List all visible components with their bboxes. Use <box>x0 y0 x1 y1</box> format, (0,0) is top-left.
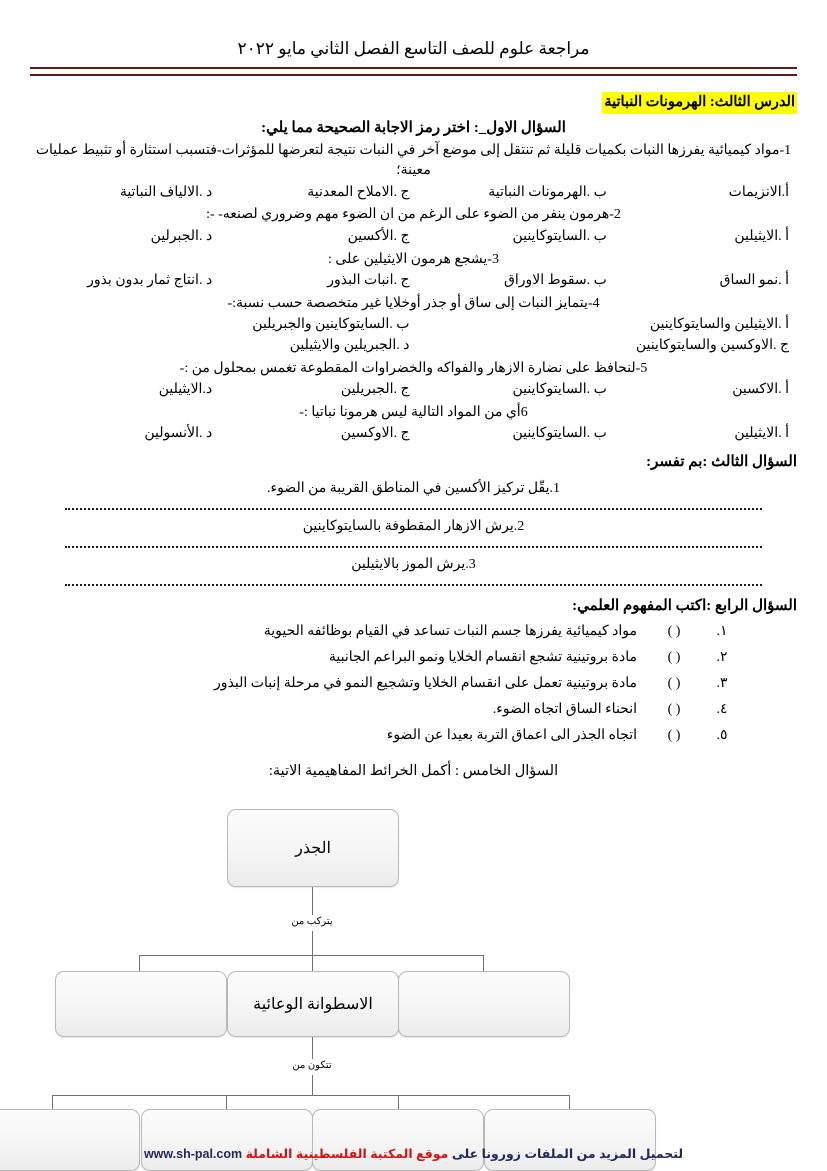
concept-map-level3-node-4[interactable] <box>0 1109 140 1171</box>
concept-map-level3-node-3[interactable] <box>141 1109 313 1171</box>
choice-option[interactable]: أ .نمو الساق <box>719 272 789 288</box>
question-1-item-2-stem: 2-هرمون ينفر من الضوء على الرغم من ان الضوء مهم وضروري لصنعه- -: <box>206 207 621 223</box>
choice-option[interactable]: د.الايثيلين <box>158 382 213 398</box>
question-3-item-2: 2.يرش الازهار المقطوفة بالسايتوكاينين <box>302 519 525 535</box>
row-number: ١. <box>716 624 728 640</box>
question-1-item-6-choices <box>30 425 797 444</box>
concept-definition: انحناء الساق اتجاه الضوء. <box>492 702 637 718</box>
concept-map <box>30 797 797 1097</box>
choice-option[interactable]: د .الجبريلين والايثيلين <box>289 337 410 353</box>
row-number: ٥. <box>716 727 728 743</box>
connector-level2-vertical-lower <box>312 1075 313 1095</box>
choice-option[interactable]: د .الجبرلين <box>150 228 213 244</box>
choice-option[interactable]: ب .السايتوكاينين <box>512 228 607 244</box>
answer-line[interactable] <box>65 508 762 510</box>
connector-level2-drop <box>312 955 313 971</box>
question-1-item-3-choices <box>30 272 797 291</box>
choice-option[interactable]: ب .الهرمونات النباتية <box>488 184 607 200</box>
choice-option[interactable]: ج .الاوكسين والسايتوكاينين <box>635 337 789 353</box>
connector-level2-drop <box>483 955 484 971</box>
worksheet-content <box>30 92 797 1097</box>
concept-map-level3-node-2[interactable] <box>312 1109 484 1171</box>
concept-map-level2-node-1[interactable] <box>398 971 570 1037</box>
footer-banner <box>0 1146 827 1161</box>
header-divider <box>30 67 797 76</box>
choice-option[interactable]: ج .الاوكسين <box>340 426 410 442</box>
concept-map-level2-node-2[interactable]: الاسطوانة الوعائية <box>227 971 399 1037</box>
row-number: ٤. <box>716 702 728 718</box>
choice-option[interactable]: أ .الايثيلين والسايتوكاينين <box>649 317 789 333</box>
question-1-item-4-choices-row-2 <box>30 337 797 356</box>
connector-level3-bus <box>52 1095 570 1096</box>
question-1-item-4-stem: 4-يتمايز النبات إلى ساق أو جذر أوخلايا غير متخصصة حسب نسبة:- <box>227 295 600 311</box>
question-5-heading: السؤال الخامس : أكمل الخرائط المفاهيمية الاتية: <box>268 762 559 779</box>
question-1-item-5-stem: 5-لنحافظ على نضارة الازهار والفواكه والخضراوات المقطوعة تغمس بمحلول من :- <box>179 360 648 376</box>
connector-level3-drop <box>52 1095 53 1109</box>
question-1-item-2-choices <box>30 228 797 247</box>
question-4-list <box>30 623 797 745</box>
choice-option[interactable]: د .الأنسولين <box>144 426 213 442</box>
choice-option[interactable]: أ .الايثيلين <box>734 228 789 244</box>
connector-root-vertical <box>312 887 313 915</box>
choice-option[interactable]: ب .السايتوكاينين والجبريلين <box>252 317 410 333</box>
question-1-item-3-stem: 3-يشجع هرمون الايثيلين على : <box>328 251 499 267</box>
connector-root-vertical-lower <box>312 931 313 955</box>
question-1-item-5-choices <box>30 381 797 400</box>
concept-row <box>30 623 797 642</box>
edge-label-1: يتركب من <box>291 916 333 928</box>
page-title: مراجعة علوم للصف التاسع الفصل الثاني مايو ٢٠٢٢ <box>237 39 590 58</box>
concept-row <box>30 727 797 746</box>
choice-option[interactable]: د .انتاج ثمار بدون بذور <box>87 272 213 288</box>
footer-text-before: لتحميل المزيد من الملفات زورونا على <box>451 1147 684 1161</box>
concept-definition: اتجاه الجذر الى اعماق التربة بعيدا عن الضوء <box>386 727 637 743</box>
concept-definition: مادة بروتينية تعمل على انقسام الخلايا وتشجيع النمو في مرحلة إنبات البذور <box>214 676 637 692</box>
choice-option[interactable]: أ .الايثيلين <box>734 426 789 442</box>
concept-row <box>30 675 797 694</box>
question-1-heading: السؤال الاول_: اختر رمز الاجابة الصحيحة مما يلي: <box>261 119 566 136</box>
connector-level2-drop <box>139 955 140 971</box>
choice-option[interactable]: ب .السايتوكاينين <box>512 426 607 442</box>
question-3-heading: السؤال الثالث :بم تفسر: <box>646 454 797 471</box>
row-number: ٢. <box>716 650 728 666</box>
concept-map-level3-node-1[interactable] <box>484 1109 656 1171</box>
choice-option[interactable]: ج .الأكسين <box>347 228 410 244</box>
lesson-title-highlight: الدرس الثالث: الهرمونات النباتية <box>602 92 797 114</box>
choice-option[interactable]: أ.الانزيمات <box>728 184 789 200</box>
footer-site-name: موقع المكتبة الفلسطينية الشاملة <box>245 1147 449 1161</box>
question-3-item-1: 1.يقّل تركيز الأكسين في المناطق القريبة من الضوء. <box>266 481 560 497</box>
connector-level3-drop <box>569 1095 570 1109</box>
question-1-item-1-choices <box>30 184 797 203</box>
answer-blank[interactable]: ( ) <box>667 650 681 666</box>
answer-line[interactable] <box>65 584 762 586</box>
answer-line[interactable] <box>65 546 762 548</box>
concept-row <box>30 701 797 720</box>
connector-level3-drop <box>398 1095 399 1109</box>
choice-option[interactable]: د .الالياف النباتية <box>119 184 213 200</box>
lesson-title-row <box>30 92 797 114</box>
question-3-item-3: 3.يرش الموز بالايثيلين <box>351 557 476 573</box>
concept-row <box>30 649 797 668</box>
concept-definition: مادة بروتينية تشجع انقسام الخلايا ونمو البراعم الجانبية <box>328 650 637 666</box>
footer-url[interactable]: www.sh-pal.com <box>143 1147 243 1161</box>
row-number: ٣. <box>716 676 728 692</box>
choice-option[interactable]: ج .الجبريلين <box>340 382 410 398</box>
connector-level3-drop <box>226 1095 227 1109</box>
edge-label-2: تتكون من <box>292 1060 332 1072</box>
concept-map-root-node[interactable]: الجذر <box>227 809 399 887</box>
question-1-item-1-stem: 1-مواد كيميائية يفرزها النبات بكميات قليلة ثم تنتقل إلى موضع آخر في النبات نتيجة لتعرضها للمؤثرات-فتسبب استثارة أو تثبيط عمليات معينة؛ <box>35 142 792 179</box>
concept-map-level2-node-3[interactable] <box>55 971 227 1037</box>
question-4-heading: السؤال الرابع :اكتب المفهوم العلمي: <box>572 598 797 615</box>
question-1-item-4-choices-row-1 <box>30 316 797 335</box>
answer-blank[interactable]: ( ) <box>667 676 681 692</box>
choice-option[interactable]: ب .سقوط الاوراق <box>504 272 607 288</box>
choice-option[interactable]: ب .السايتوكاينين <box>512 382 607 398</box>
document-header <box>30 0 797 76</box>
answer-blank[interactable]: ( ) <box>667 624 681 640</box>
answer-blank[interactable]: ( ) <box>667 727 681 743</box>
choice-option[interactable]: ج .انبات البذور <box>327 272 410 288</box>
choice-option[interactable]: ج .الاملاح المعدنية <box>307 184 410 200</box>
concept-definition: مواد كيميائية يفرزها جسم النبات تساعد في القيام بوظائفه الحيوية <box>263 624 637 640</box>
answer-blank[interactable]: ( ) <box>667 702 681 718</box>
connector-level2-vertical <box>312 1037 313 1059</box>
question-1-item-6-stem: 6أي من المواد التالية ليس هرمونا نباتيا :- <box>299 405 528 421</box>
choice-option[interactable]: أ .الاكسين <box>732 382 789 398</box>
